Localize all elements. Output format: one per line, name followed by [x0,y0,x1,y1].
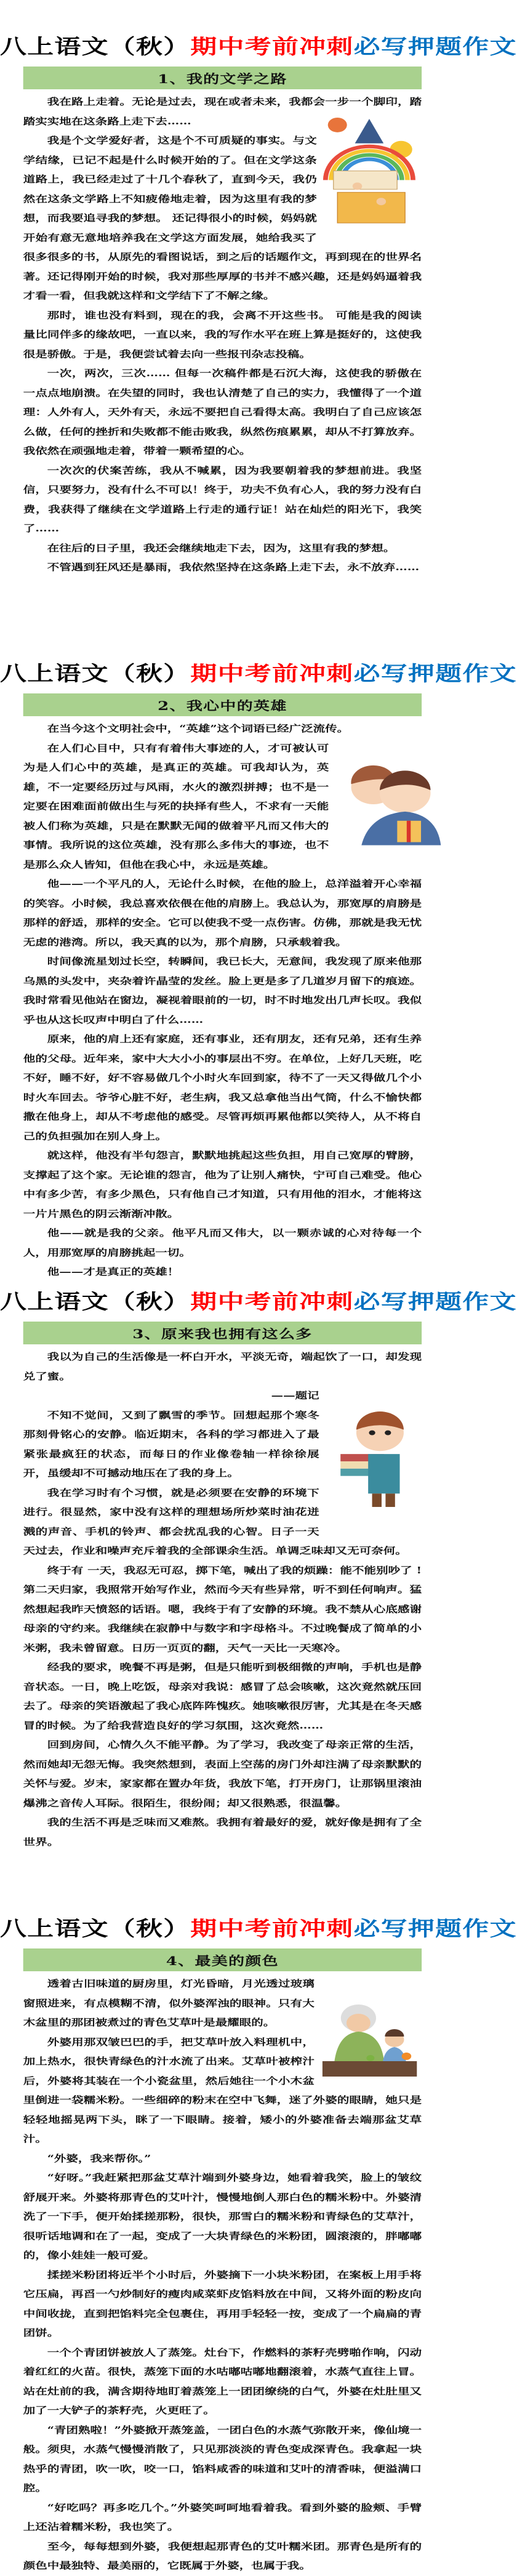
essay-section-4 [0,1882,517,2571]
title-part-red: 期中考前冲刺 [190,34,354,59]
paragraph: 终于有 一天，我忍无可忍，掷下笔，喊出了我的烦躁：能不能别吵了 !第二天归家，我照常开始写作业，然而今天有些异常，听不到任何响声。猛然想起我昨天愤怒的话语。嗯，我终于有了安静的环境。我不禁从心底感谢母亲的守约来。我继续在寂静中与数字和字母格斗。不过晚餐成了简单的小米粥，我未曾留意。日历一页页的翻，天气一天比一天寒冷。 [23,1564,422,1653]
title-part-black: 八上语文（秋） [0,1290,191,1314]
essay-section-2 [0,627,517,1277]
paragraph: 他——就是我的父亲。他平凡而又伟大，以一颗赤诚的心对待每一个人，用那宽厚的肩膀挑起一切。 [23,1227,422,1258]
essay-page [0,1882,517,2571]
paragraph: 不管遇到狂风还是暴雨，我依然坚持在这条路上走下去，永不放弃…… [47,562,420,573]
paragraph: 时间像流星划过长空，转瞬间，我已长大，无意间，我发现了原来他那乌黑的头发中，夹杂着许晶莹的发丝。脸上更是多了几道岁月留下的痕迹。我时常看见他站在窗边，凝视着眼前的一切，时不时地发出几声长叹。我似乎也从这长叹声中明白了什么…… [23,956,422,1025]
essay-page [0,0,517,616]
paragraph: 一次次的伏案苦练，我从不喊累，因为我要朝着我的梦想前进。我坚信，只要努力，没有什么不可以！终于，功夫不负有心人，我的努力没有白费，我获得了继续在文学道路上行走的通行证！站在灿烂的阳光下，我笑了…… [23,464,422,534]
paragraph: “好吃吗？再多吃几个。”外婆笑呵呵地看着我。看到外婆的脸颊、手臂上还沾着糯米粉，我也笑了。 [23,2501,422,2532]
title-part-black: 八上语文（秋） [0,34,191,59]
essay-heading-bar [23,1948,422,1971]
paragraph: 回到房间，心情久久不能平静。为了学习，我改变了母亲正常的生活，然而她却无怨无悔。我突然想到，表面上空荡的房门外却注满了母亲默默的关怀与爱。岁末，家家都在置办年货，我放下笔，打开房门，让那锅里滚油爆沸之音传人耳际。很陌生，很纷闹；却又很熟悉，很温馨。 [23,1739,422,1809]
paragraph: 我在学习时有个习惯，就是必须要在安静的环境下进行。很显然，家中没有这样的理想场所炒菜时油花迸溅的声音、手机的铃声、都会扰乱我的心智。日子一天天过去，作业和噪声充斥着我的全部课余生活。单调乏味却又无可奈何。 [23,1487,407,1556]
page-title [0,1916,517,1941]
essay-heading-bar [23,1322,422,1344]
paragraph: 他——才是真正的英雄！ [47,1266,180,1277]
paragraph: 不知不觉间，又到了飘雪的季节。回想起那个寒冬那刻骨铭心的安静。临近期末，各科的学习都进入了最紧张最疯狂的状态，而每日的作业像卷轴一样徐徐展开，虽缓却不可撼动地压在了我的身上。 [23,1409,319,1479]
essay-section-1 [0,0,517,616]
essay-section-3 [0,1255,517,1871]
epigraph-signature: ——题记 [271,1390,319,1401]
title-part-blue: 必写押题作文 [353,1916,517,1940]
paragraph: 至今，每每想到外婆，我便想起那青色的艾叶糯米团。那青色是所有的颜色中最独特、最美丽的，它既属于外婆，也属于我。 [23,2540,422,2571]
paragraph: “青团熟啦！”外婆掀开蒸笼盖，一团白色的水蒸气弥散开来，像仙境一般。须臾，水蒸气慢慢消散了，只见那淡淡的青色变成深青色。我拿起一块热乎的青团，吹一吹，咬一口，馅料咸香的味道和艾叶的清香味，便溢满口腔。 [23,2424,422,2493]
essay-heading: 3、原来我也拥有这么多 [132,1326,313,1341]
paragraph: 我在路上走着。无论是过去，现在或者未来，我都会一步一个脚印，踏踏实实地在这条路上走下去…… [23,96,422,127]
paragraph: “好呀。”我赶紧把那盆艾草汁端到外婆身边，她看着我笑，脸上的皱纹舒展开来。外婆将那青色的艾叶汁，慢慢地倒人那白色的糯米粉中。外婆清洗了一下手，便开始揉搓那粉，很快，那雪白的糯米粉和青绿色的艾草汁，很听话地调和在了一起，变成了一大块青绿色的米粉团，圆滚滚的，胖嘟嘟的，像小娃娃一般可爱。 [23,2172,422,2261]
title-part-black: 八上语文（秋） [0,1916,191,1940]
paragraph: 在当今这个文明社会中，“英雄”这个词语已经广泛流传。 [47,723,350,734]
title-part-black: 八上语文（秋） [0,661,191,685]
paragraph: 在往后的日子里，我还会继续地走下去，因为，这里有我的梦想。 [47,542,396,554]
essay-heading: 4、最美的颜色 [166,1953,279,1968]
grandmother-and-girl-illustration [323,2000,417,2077]
paragraph: 就这样，他没有半句怨言，默默地挑起这些负担，用自己宽厚的臂膀，支撑起了这个家。无论谁的怨言，他为了让别人痛快，宁可自己难受。他心中有多少苦，有多少黑色，只有他自己才知道，只有用他的泪水，才能将这一片片黑色的阴云渐渐冲散。 [23,1150,422,1219]
paragraph: 他——一个平凡的人，无论什么时候，在他的脸上，总洋溢着开心幸福的笑容。小时候，我总喜欢依偎在他的肩膀上。我总认为，那宽厚的肩膀是那样的舒适，那样的安全。它可以使我不受一点伤害。仿佛，那就是我无忧无虑的港湾。所以，我天真的以为，那个肩膀，只承载着我。 [23,878,422,948]
essay-page [0,627,517,1277]
title-part-blue: 必写押题作文 [353,661,517,685]
paragraph: 我是个文学爱好者，这是个不可质疑的事实。与文学结缘，已记不起是什么时候开始的了。但在文学这条道路上，我已经走过了十几个春秋了，直到今天，我仍然在这条文学路上不知疲倦地走着，因为这里有我的梦想，而我要追寻我的梦想。 还记得很小的时候，妈妈就开始有意无意地培养我在文学这方面发展，她给我买了很多很多的书，从原先的看图说话，到之后的话题作文，再到现在的世界名著。还记得刚开始的时候，我对那些厚厚的书并不感兴趣，还是妈妈逼着我才看一看，但我就这样和文学结下了不解之缘。 [23,135,422,301]
paragraph: 一个个青团饼被放人了蒸笼。灶台下，作燃料的茶籽壳劈啪作响，闪动着红红的火苗。很快，蒸笼下面的水咕嘟咕嘟地翻滚着，水蒸气直往上冒。站在灶前的我，满含期待地盯着蒸笼上一团团缭绕的白气，外婆在灶肚里又加了一大铲子的茶籽壳，火更旺了。 [23,2346,422,2416]
paragraph: 原来，他的肩上还有家庭，还有事业，还有朋友，还有兄弟，还有生养他的父母。近年来，家中大大小小的事层出不穷。在单位，上好几天班，吃不好，睡不好，好不容易做几个小时火车回到家，待不了一天又得做几个小时火车回去。爷爷心脏不好，老生病，我又总拿他当出气筒，什么不愉快都撒在他身上，却从不考虑他的感受。尽管再烦再累他都以笑待人，从不将自己的负担强加在别人身上。 [23,1033,422,1142]
essay-page [0,1255,517,1871]
paragraph: 揉搓米粉团将近半个小时后，外婆摘下一小块米粉团，在案板上用手将它压扁，再舀一勺炒制好的瘦肉咸菜虾皮馅料放在中间，又将外面的粉皮向中间收拢，直到把馅料完全包裹住，再用手轻轻一按，变成了一个扁扁的青团饼。 [23,2269,422,2338]
paragraph: 透着古旧味道的厨房里，灯光昏暗，月光透过玻璃窗照进来，有点模糊不清，似外婆浑浊的眼神。只有大木盆里的那团被煮过的青色艾草叶是最耀眼的。 [23,1978,315,2028]
page-title [0,661,517,686]
title-part-blue: 必写押题作文 [353,34,517,59]
paragraph: 经我的要求，晚餐不再是粥，但是只能听到极细微的声响，手机也是静音状态。一日，晚上吃饭，母亲对我说：感冒了总会咳嗽，这次竟然就压回去了。母亲的笑语激起了我心底阵阵愧疚。她咳嗽很厉害，尤其是在冬天感冒的时候。为了给我营造良好的学习氛围，这次竟然…… [23,1661,422,1731]
paragraph: 我的生活不再是乏味而又难熬。我拥有着最好的爱，就好像是拥有了全世界。 [23,1817,422,1847]
books-rainbow-rocket-illustration [321,113,417,229]
paragraph: 外婆用那双皱巴巴的手，把艾草叶放入料理机中，加上热水，很快青绿色的汁水流了出来。艾草叶被榨汁后，外婆将其装在一个小瓷盆里，然后她往一个小木盆里倒进一袋糯米粉。一些细碎的粉末在空中飞舞，迷了外婆的眼睛，她只是轻轻地摇晃两下头，眯了一下眼睛。接着，矮小的外婆准备去端那盆艾草汁。 [23,2036,422,2144]
child-carrying-books-illustration [335,1411,417,1509]
title-part-red: 期中考前冲刺 [190,1916,354,1940]
paragraph: 那时，谁也没有料到，现在的我，会离不开这些书。 可能是我的阅读量比同伴多的缘故吧，一直以来，我的写作水平在班上算是挺好的，这使我很是骄傲。于是，我便尝试着去向一些报刊杂志投稿。 [23,309,422,360]
title-part-red: 期中考前冲刺 [190,1290,354,1314]
title-part-blue: 必写押题作文 [353,1290,517,1314]
title-part-red: 期中考前冲刺 [190,661,354,685]
paragraph: 在人们心目中，只有有着伟大事迹的人，才可被认可为是人们心中的英雄，是真正的英雄。可我却认为，英雄，不一定要经历过与风雨，水火的激烈拼搏；也不是一定要在困难面前做出生与死的抉择有些人，不求有一天能被人们称为英雄，只是在默默无闻的做着平凡而又伟大的事情。我所说的这位英雄，没有那么多伟大的事迹，也不是那么众人皆知，但他在我心中，永远是英雄。 [23,742,329,870]
paragraph: 一次，两次，三次…… 但每一次稿件都是石沉大海，这使我的骄傲在一点点地崩溃。在失望的同时，我也认清楚了自己的实力，我懂得了一个道理：人外有人，天外有天，永远不要把自己看得太高。我明白了自己应该怎么做，任何的挫折和失败都不能击败我，纵然伤痕累累，却从不打算放弃。我依然在顽强地走着，带着一颗希望的心。 [23,368,422,456]
essay-heading-bar [23,67,422,89]
essay-heading: 2、我心中的英雄 [158,698,287,713]
father-and-child-illustration [338,759,441,846]
epigraph: 我以为自己的生活像是一杯白开水，平淡无奇，端起饮了一口，却发现兑了蜜。 [23,1351,422,1382]
essay-heading: 1、我的文学之路 [158,71,287,86]
page-title [0,1290,517,1314]
paragraph: “外婆，我来帮你。” [47,2152,151,2164]
page-title [0,34,517,59]
essay-heading-bar [23,693,422,716]
